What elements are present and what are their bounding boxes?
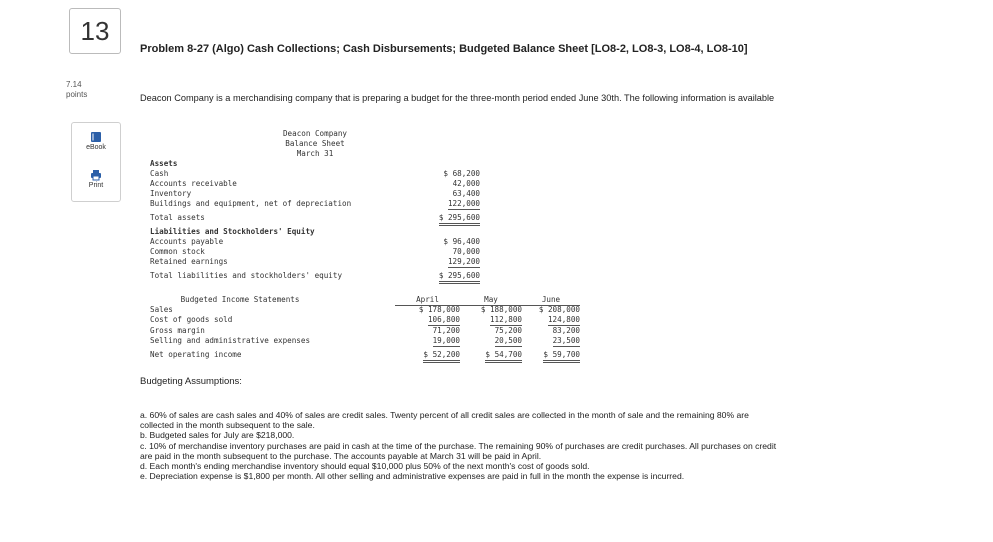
balance-sheet-title: Balance Sheet (285, 139, 345, 148)
table-row: Retained earnings 129,200 (150, 257, 480, 266)
table-row: Common stock 70,000 (150, 247, 480, 256)
print-button[interactable] (72, 169, 120, 189)
month-header: April (395, 295, 460, 306)
ebook-button[interactable] (72, 131, 120, 151)
book-icon (90, 131, 102, 143)
income-statements-header: Budgeted Income Statements (180, 295, 300, 304)
problem-title: Problem 8-27 (Algo) Cash Collections; Cash Disbursements; Budgeted Balance Sheet [LO8-2, LO8-3, LO8-4, LO8-10] (140, 43, 748, 55)
print-label: Print (88, 182, 104, 189)
assumptions-list (140, 410, 780, 481)
table-row: Assets (150, 159, 178, 168)
printer-icon (90, 169, 102, 181)
assumption-item: b. Budgeted sales for July are $218,000. (140, 430, 295, 441)
table-row: Liabilities and Stockholders' Equity (150, 227, 315, 236)
month-header: June (522, 295, 580, 306)
table-row: Accounts receivable 42,000 (150, 179, 480, 188)
table-row: Cost of goods sold 106,800 112,800 124,800 (150, 315, 580, 324)
table-row: Gross margin 71,200 75,200 83,200 (150, 326, 580, 335)
problem-content (140, 0, 980, 542)
table-row: Selling and administrative expenses 19,000 20,500 23,500 (150, 336, 580, 345)
points-info (66, 80, 87, 100)
table-row: Net operating income $ 52,200 $ 54,700 $ 59,700 (150, 350, 580, 360)
assumption-item: e. Depreciation expense is $1,800 per month. All other selling and administrative expenses are paid in full in the month the expense is incurred. (140, 471, 685, 482)
problem-intro: Deacon Company is a merchandising company that is preparing a budget for the three-month period ended June 30th. The following information is available (140, 93, 775, 103)
question-number[interactable]: 13 (69, 8, 121, 54)
table-row: Total assets $ 295,600 (150, 213, 480, 223)
table-row: Cash $ 68,200 (150, 169, 480, 178)
points-label: points (66, 90, 88, 99)
ebook-label: eBook (86, 144, 106, 151)
table-row: Total liabilities and stockholders' equity $ 295,600 (150, 271, 480, 281)
table-row: Accounts payable $ 96,400 (150, 237, 480, 246)
assumption-item: d. Each month's ending merchandise inventory should equal $10,000 plus 50% of the next month's cost of goods sold. (140, 461, 590, 472)
balance-sheet-date: March 31 (296, 149, 334, 158)
assumption-item: c. 10% of merchandise inventory purchases are paid in cash at the time of the purchase. The remaining 90% of purchases are credit purchases. All purchases on credit are paid in the month subsequent to the purchase. The accounts payable at March 31 will be paid in April. (140, 440, 777, 461)
question-sidebar (0, 0, 126, 542)
table-row: Buildings and equipment, net of depreciation 122,000 (150, 199, 480, 208)
balance-sheet-company: Deacon Company (282, 129, 347, 138)
month-header: May (460, 295, 522, 306)
tools-panel (71, 122, 121, 202)
table-row: Sales $ 178,000 $ 188,000 $ 208,000 (150, 305, 580, 314)
points-value: 7.14 (66, 80, 82, 89)
assumptions-title: Budgeting Assumptions: (140, 376, 242, 387)
assumption-item: a. 60% of sales are cash sales and 40% of sales are credit sales. Twenty percent of all credit sales are collected in the month of sale and the remaining 80% are collected in the month subsequent to the sale. (140, 410, 749, 431)
table-row: Inventory 63,400 (150, 189, 480, 198)
